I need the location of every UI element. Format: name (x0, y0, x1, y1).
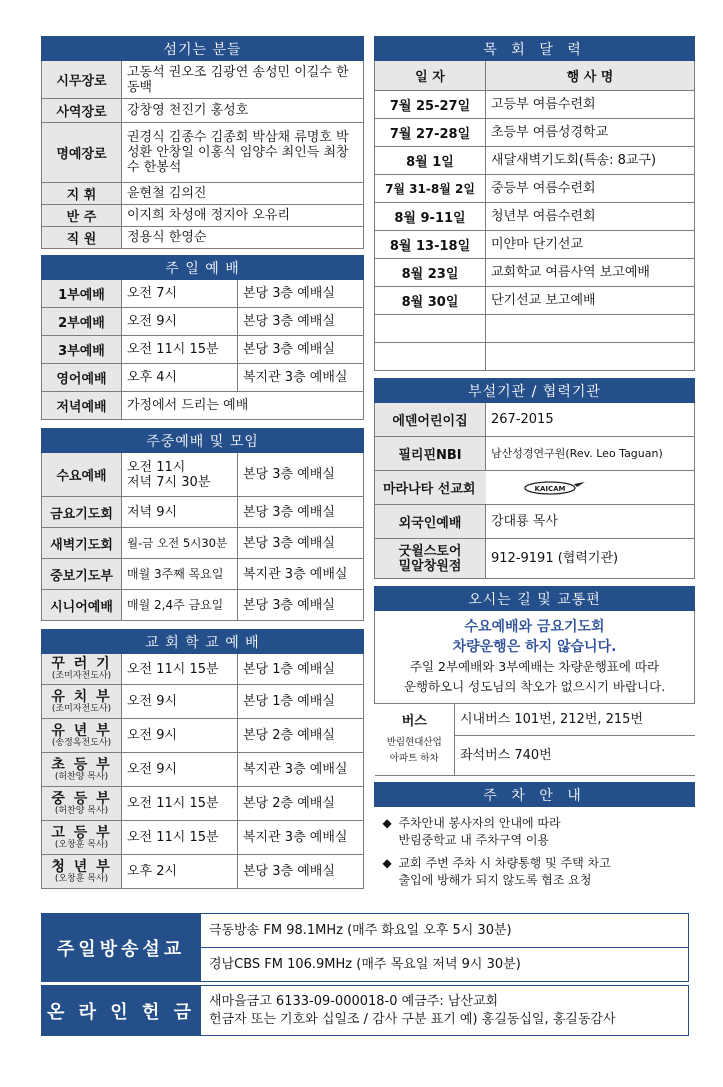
diamond-bullet-icon: ◆ (382, 856, 392, 870)
affiliates-header: 부설기관 / 협력기관 (375, 379, 695, 403)
affiliate-name: 에덴어린이집 (375, 403, 486, 437)
parking-line: 반림중학교 내 주차구역 이용 (398, 833, 550, 847)
bus-seat: 좌석버스 740번 (455, 736, 695, 776)
notice-line: 차량운행은 하지 않습니다. (452, 639, 617, 655)
worship-label: 3부예배 (42, 336, 122, 364)
sunday-header: 주 일 예 배 (42, 256, 364, 280)
event-name: 중등부 여름수련회 (486, 175, 695, 203)
worship-label: 영어예배 (42, 364, 122, 392)
dept-leader: (송정옥전도사) (51, 737, 112, 748)
bus-stop-line1: 반림현대산업 (386, 736, 442, 748)
serving-header: 섬기는 분들 (42, 37, 364, 61)
weekday-place: 본당 3층 예배실 (238, 453, 364, 497)
dept-leader: (허찬양 목사) (54, 805, 109, 816)
school-place: 본당 2층 예배실 (238, 787, 364, 821)
affiliate-value: 남산성경연구원(Rev. Leo Taguan) (486, 437, 695, 471)
broadcast-line: 경남CBS FM 106.9MHz (매주 목요일 저녁 9시 30분) (201, 948, 689, 982)
left-column (41, 36, 364, 889)
event-date: 7월 31-8월 2일 (375, 175, 486, 203)
directions-header: 오시는 길 및 교통편 (375, 587, 695, 611)
right-column (374, 36, 695, 895)
weekday-time: 월-금 오전 5시30분 (122, 528, 238, 559)
parking-line: 교회 주변 주차 시 차량통행 및 주택 차고 (398, 856, 611, 870)
serving-value: 정용식 한영순 (122, 227, 364, 249)
event-date: 8월 9-11일 (375, 203, 486, 231)
event-name: 초등부 여름성경학교 (486, 119, 695, 147)
dept-name: 초 등 부 (51, 756, 112, 773)
offering-info (201, 986, 689, 1036)
offering-label: 온 라 인 헌 금 (42, 986, 201, 1036)
kaicam-logo-text: KAICAM (534, 484, 565, 493)
school-header: 교 회 학 교 예 배 (42, 630, 364, 654)
notice-line: 주일 2부예배와 3부예배는 차량운행표에 따라 (409, 659, 660, 674)
affiliate-name: 필리핀NBI (375, 437, 486, 471)
weekday-time: 저녁 9시 (122, 497, 238, 528)
weekday-label: 금요기도회 (42, 497, 122, 528)
weekday-time: 매월 3주째 목요일 (122, 559, 238, 590)
parking-line: 주차안내 봉사자의 안내에 따라 (398, 816, 561, 830)
offering-account: 새마을금고 6133-09-000018-0 예금주: 남산교회 (209, 993, 499, 1009)
parking-body (375, 807, 695, 896)
sunday-worship-table (41, 255, 364, 420)
worship-place: 본당 3층 예배실 (238, 336, 364, 364)
notice-line: 운행하오니 성도님의 착오가 없으시기 바랍니다. (403, 679, 666, 694)
event-date (375, 315, 486, 343)
affiliate-name: 외국인예배 (375, 505, 486, 539)
calendar-col-date: 일 자 (375, 61, 486, 91)
weekday-place: 본당 3층 예배실 (238, 528, 364, 559)
dept-name: 고 등 부 (51, 824, 112, 841)
school-time: 오전 11시 15분 (122, 821, 238, 855)
bus-label-cell (375, 704, 455, 776)
affiliate-value: 912-9191 (협력기관) (486, 539, 695, 579)
weekday-worship-table (41, 428, 364, 621)
event-name: 미얀마 단기선교 (486, 231, 695, 259)
parking-item (383, 815, 689, 849)
dept-leader: (조미자전도사) (51, 671, 112, 681)
parking-table (374, 782, 695, 895)
event-name: 교회학교 여름사역 보고예배 (486, 259, 695, 287)
dept-name: 청 년 부 (51, 858, 112, 875)
school-place: 본당 3층 예배실 (238, 855, 364, 889)
diamond-bullet-icon: ◆ (382, 816, 392, 830)
weekday-time (122, 453, 238, 497)
calendar-col-event: 행 사 명 (486, 61, 695, 91)
notice-line: 수요예배와 금요기도회 (464, 619, 605, 635)
event-date: 7월 27-28일 (375, 119, 486, 147)
serving-label: 지 휘 (42, 183, 122, 205)
serving-value: 윤현철 김의진 (122, 183, 364, 205)
school-dept (42, 719, 122, 753)
bus-stop-line2: 아파트 하차 (389, 752, 439, 764)
school-place: 본당 1층 예배실 (238, 685, 364, 719)
school-dept (42, 753, 122, 787)
event-name (486, 343, 695, 371)
school-place: 본당 1층 예배실 (238, 654, 364, 685)
school-dept (42, 654, 122, 685)
event-name: 청년부 여름수련회 (486, 203, 695, 231)
weekday-time-evening: 저녁 7시 30분 (127, 474, 211, 490)
affiliate-logo-cell (486, 471, 695, 505)
weekday-place: 본당 3층 예배실 (238, 497, 364, 528)
event-date: 8월 1일 (375, 147, 486, 175)
affiliate-value: 강대룡 목사 (486, 505, 695, 539)
school-dept (42, 821, 122, 855)
affiliate-name (375, 539, 486, 579)
weekday-label: 시니어예배 (42, 590, 122, 621)
weekday-place: 복지관 3층 예배실 (238, 559, 364, 590)
serving-value: 권경식 김종수 김종회 박삼채 류명호 박성환 안창일 이홍식 임양수 최인득 최창수 한봉석 (122, 123, 364, 183)
event-date: 8월 30일 (375, 287, 486, 315)
weekday-time-morning: 오전 11시 (127, 459, 186, 475)
serving-label: 반 주 (42, 205, 122, 227)
dept-name: 꾸 러 기 (51, 656, 112, 672)
dept-name: 중 등 부 (51, 790, 112, 807)
kaicam-logo-icon (524, 481, 586, 495)
event-date: 7월 25-27일 (375, 91, 486, 119)
parking-line: 출입에 방해가 되지 않도록 협조 요청 (398, 873, 592, 887)
dept-name: 유 년 부 (51, 722, 112, 739)
event-date: 8월 23일 (375, 259, 486, 287)
weekday-place: 본당 3층 예배실 (238, 590, 364, 621)
worship-place: 복지관 3층 예배실 (238, 364, 364, 392)
worship-time: 오전 7시 (122, 280, 238, 308)
bus-city: 시내버스 101번, 212번, 215번 (455, 704, 695, 736)
weekday-time: 매월 2,4주 금요일 (122, 590, 238, 621)
worship-label: 2부예배 (42, 308, 122, 336)
dept-leader: (오창훈 목사) (54, 873, 109, 884)
worship-time: 오전 11시 15분 (122, 336, 238, 364)
serving-value: 이지희 차성애 정지아 오유리 (122, 205, 364, 227)
worship-place: 본당 3층 예배실 (238, 280, 364, 308)
affiliates-table (374, 378, 695, 579)
school-time: 오전 9시 (122, 719, 238, 753)
offering-box (41, 985, 689, 1036)
weekday-header: 주중예배 및 모임 (42, 429, 364, 453)
weekday-label: 중보기도부 (42, 559, 122, 590)
church-school-table (41, 629, 364, 889)
school-place: 복지관 3층 예배실 (238, 753, 364, 787)
bus-label: 버스 (401, 713, 427, 729)
dept-leader: (오창훈 목사) (54, 839, 109, 850)
worship-time: 오후 4시 (122, 364, 238, 392)
calendar-table (374, 36, 695, 371)
school-time: 오전 9시 (122, 753, 238, 787)
school-dept (42, 855, 122, 889)
weekday-label: 새벽기도회 (42, 528, 122, 559)
event-name: 새달새벽기도회(특송: 8교구) (486, 147, 695, 175)
dept-leader: (조미자전도사) (51, 703, 112, 714)
school-dept (42, 685, 122, 719)
worship-time: 가정에서 드리는 예배 (122, 392, 364, 420)
school-time: 오후 2시 (122, 855, 238, 889)
dept-leader: (허찬양 목사) (54, 771, 109, 782)
serving-value: 강창영 천진기 홍성호 (122, 99, 364, 123)
parking-item (383, 855, 689, 889)
event-date (375, 343, 486, 371)
event-name: 고등부 여름수련회 (486, 91, 695, 119)
affiliate-name-line2: 밀알창원점 (398, 558, 462, 574)
event-name: 단기선교 보고예배 (486, 287, 695, 315)
affiliate-name: 마라나타 선교회 (375, 471, 486, 505)
serving-label: 시무장로 (42, 61, 122, 99)
dept-name: 유 치 부 (51, 688, 112, 705)
school-place: 본당 2층 예배실 (238, 719, 364, 753)
serving-label: 사역장로 (42, 99, 122, 123)
serving-label: 직 원 (42, 227, 122, 249)
directions-table (374, 586, 695, 776)
affiliate-value: 267-2015 (486, 403, 695, 437)
school-dept (42, 787, 122, 821)
offering-note: 헌금자 또는 기호와 십일조 / 감사 구분 표기 예) 홍길동십일, 홍길동감사 (209, 1011, 616, 1027)
directions-notice (375, 611, 695, 704)
event-date: 8월 13-18일 (375, 231, 486, 259)
school-time: 오전 11시 15분 (122, 654, 238, 685)
serving-label: 명예장로 (42, 123, 122, 183)
broadcast-box (41, 913, 689, 982)
parking-header: 주 차 안 내 (375, 783, 695, 807)
serving-value: 고동석 권오조 김광연 송성민 이길수 한동백 (122, 61, 364, 99)
worship-label: 저녁예배 (42, 392, 122, 420)
broadcast-line: 극동방송 FM 98.1MHz (매주 화요일 오후 5시 30분) (201, 914, 689, 948)
worship-time: 오전 9시 (122, 308, 238, 336)
school-time: 오전 9시 (122, 685, 238, 719)
worship-label: 1부예배 (42, 280, 122, 308)
broadcast-label: 주일방송설교 (42, 914, 201, 982)
school-place: 복지관 3층 예배실 (238, 821, 364, 855)
event-name (486, 315, 695, 343)
calendar-header: 목 회 달 력 (375, 37, 695, 61)
weekday-label: 수요예배 (42, 453, 122, 497)
school-time: 오전 11시 15분 (122, 787, 238, 821)
affiliate-name-line1: 굿윌스토어 (398, 543, 462, 559)
serving-table (41, 36, 364, 249)
worship-place: 본당 3층 예배실 (238, 308, 364, 336)
